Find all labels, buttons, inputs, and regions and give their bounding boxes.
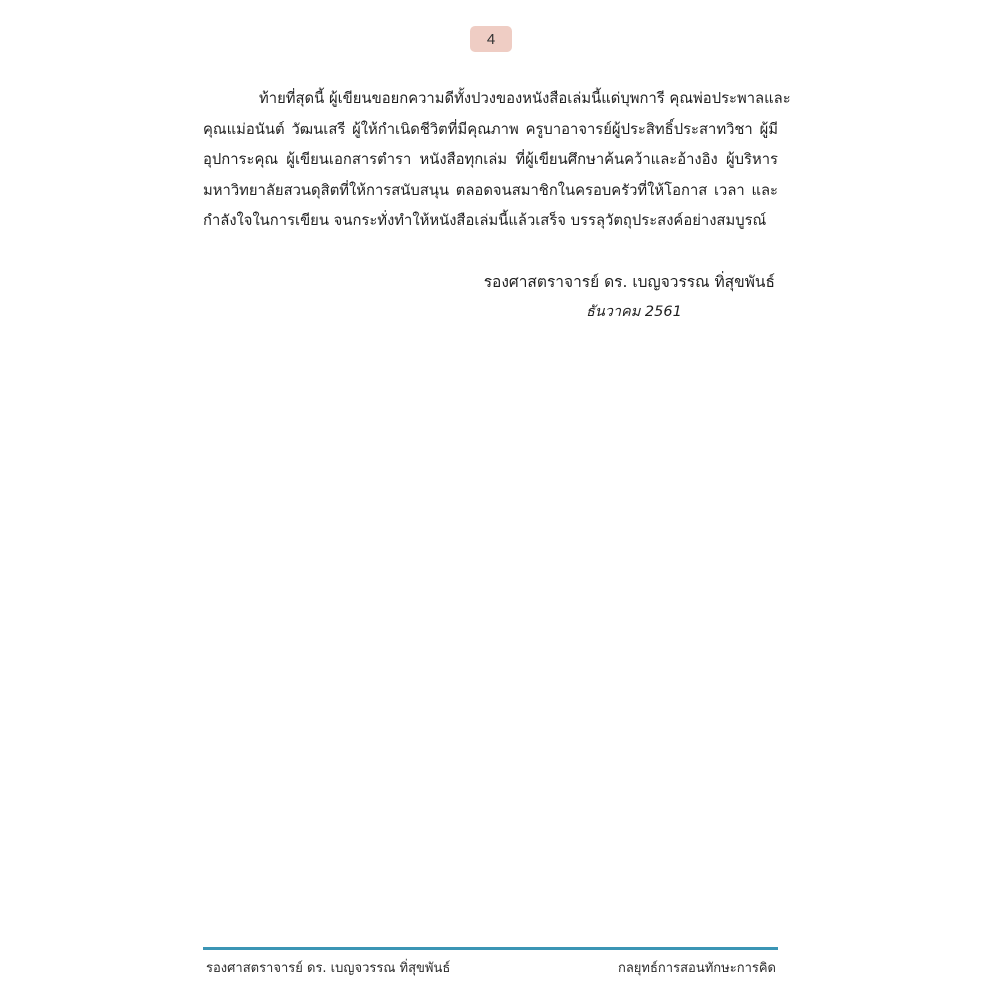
page-number: 4 [486, 30, 496, 48]
acknowledgement-paragraph [203, 84, 791, 237]
page-number-badge [470, 26, 512, 52]
paragraph-line: มหาวิทยาลัยสวนดุสิตที่ให้การสนับสนุน ตลอดจนสมาชิกในครอบครัวที่ให้โอกาส เวลา และ [203, 181, 778, 199]
paragraph-line: ท้ายที่สุดนี้ ผู้เขียนขอยกความดีทั้งปวงของหนังสือเล่มนี้แด่บุพการี คุณพ่อประพาลและ [259, 90, 791, 107]
author-signature: รองศาสตราจารย์ ดร. เบญจวรรณ ทิ่สุขพันธ์ [483, 273, 775, 291]
footer-book-title: กลยุทธ์การสอนทักษะการคิด [617, 961, 776, 976]
footer-divider [203, 947, 778, 950]
paragraph-line: คุณแม่อนันต์ วัฒนเสรี ผู้ให้กำเนิดชีวิตที่มีคุณภาพ ครูบาอาจารย์ผู้ประสิทธิ์ประสาทวิชา ผู้มี [203, 120, 778, 138]
paragraph-line: อุปการะคุณ ผู้เขียนเอกสารตำรา หนังสือทุกเล่ม ที่ผู้เขียนศึกษาค้นคว้าและอ้างอิง ผู้บริหาร [203, 151, 778, 168]
signature-date: ธันวาคม 2561 [586, 304, 682, 320]
paragraph-line: กำลังใจในการเขียน จนกระทั่งทำให้หนังสือเล่มนี้แล้วเสร็จ บรรลุวัตถุประสงค์อย่างสมบูรณ์ [203, 212, 767, 229]
footer-author: รองศาสตราจารย์ ดร. เบญจวรรณ ทิ่สุขพันธ์ [206, 961, 451, 976]
